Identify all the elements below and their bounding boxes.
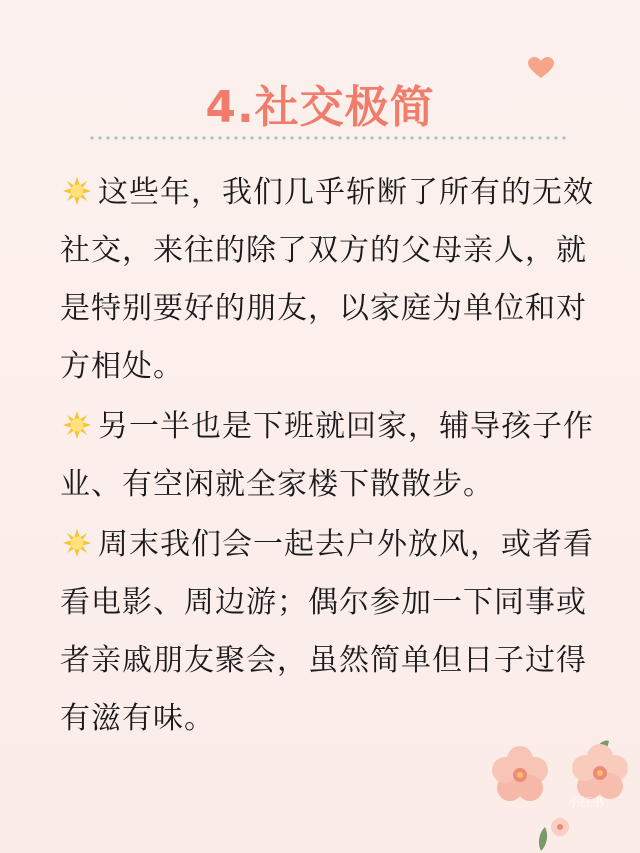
paragraph-3 <box>60 516 600 748</box>
flower-decoration <box>475 735 640 853</box>
sun-icon <box>60 410 94 440</box>
page-title: 4.社交极简 <box>205 82 435 133</box>
paragraph-3-text: 周末我们会一起去户外放风，或者看看电影、周边游；偶尔参加一下同事或者亲戚朋友聚会，虽然简单但日子过得有滋有味。 <box>60 527 594 736</box>
dotted-divider <box>88 136 568 140</box>
paragraph-2 <box>60 398 600 514</box>
paragraph-2-text: 另一半也是下班就回家，辅导孩子作业、有空闲就全家楼下散散步。 <box>60 409 594 502</box>
content-body <box>60 164 600 750</box>
sun-icon <box>60 176 94 206</box>
paragraph-1 <box>60 164 600 396</box>
watermark-text: 小红书 <box>568 795 605 809</box>
sun-icon <box>60 528 94 558</box>
paragraph-1-text: 这些年，我们几乎斩断了所有的无效社交，来往的除了双方的父母亲人，就是特别要好的朋友，以家庭为单位和对方相处。 <box>60 175 594 384</box>
